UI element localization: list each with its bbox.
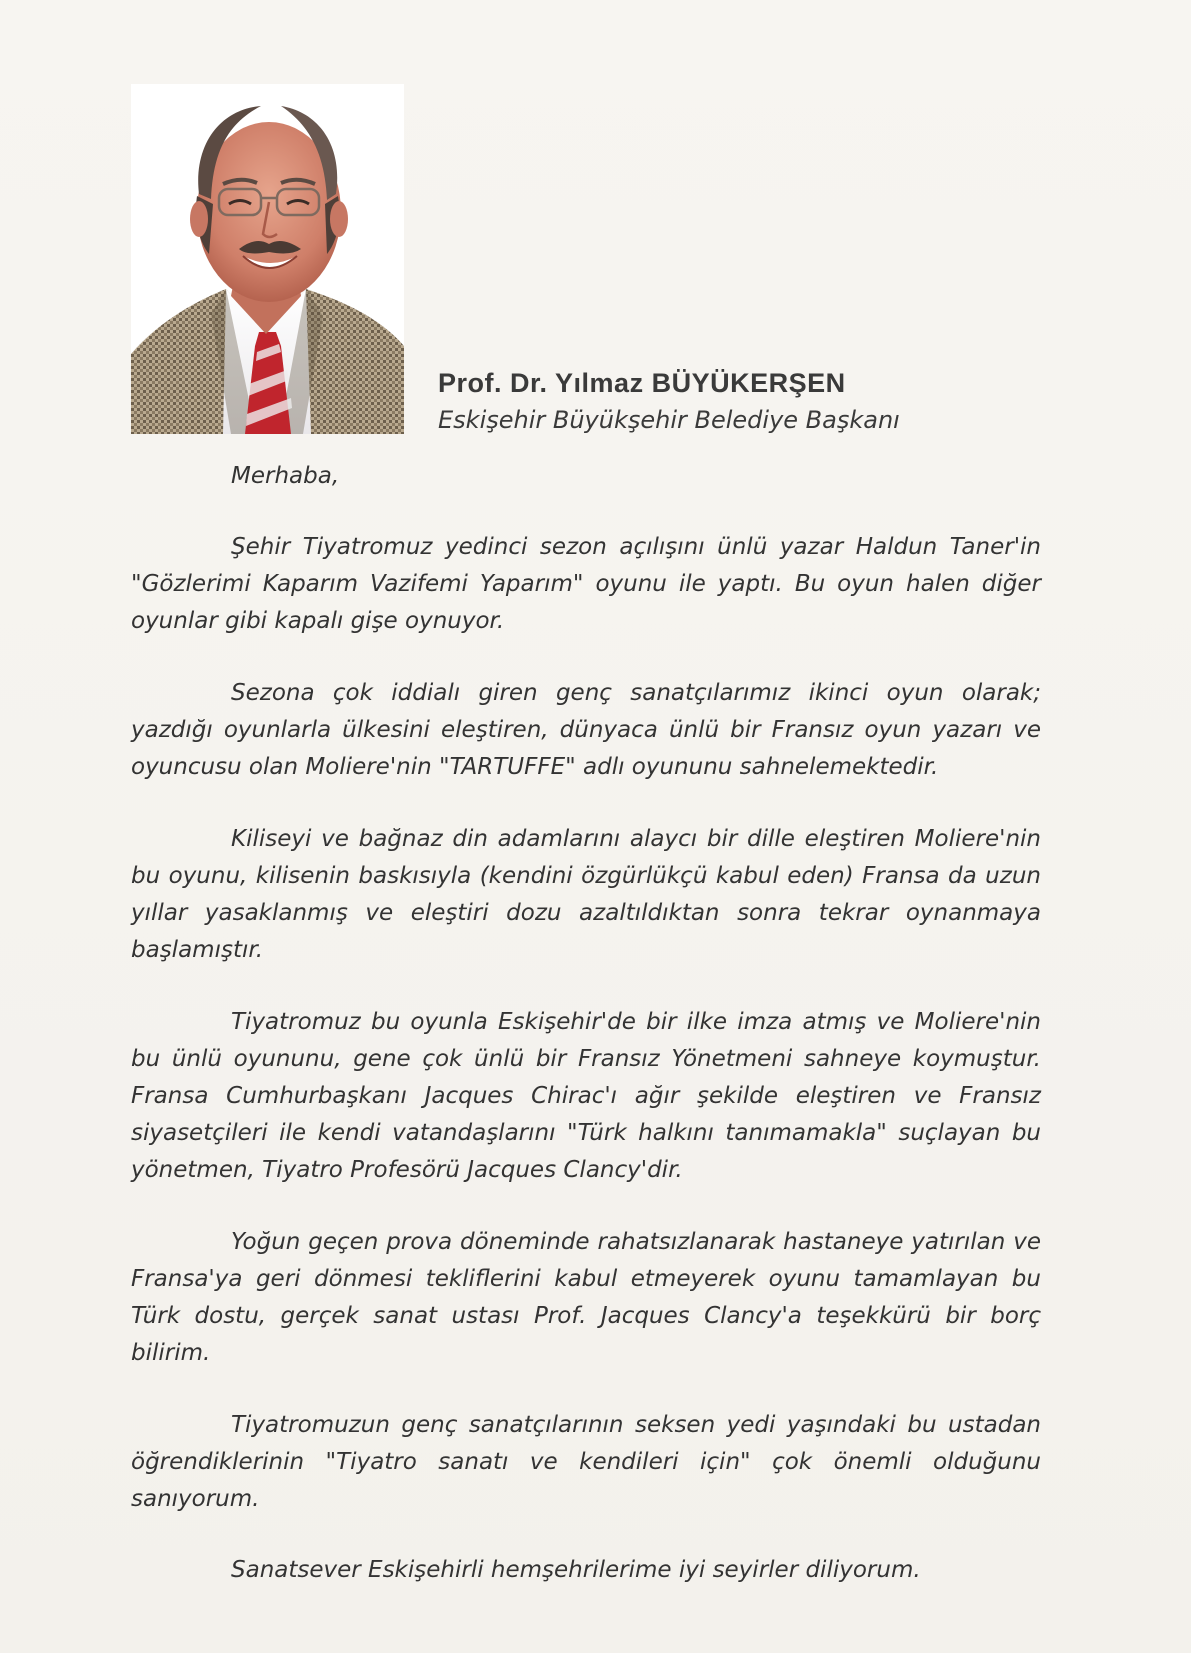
letter-paragraph: Yoğun geçen prova döneminde rahatsızlanarak hastaneye yatırılan ve Fransa'ya geri dönmesi tekliflerini kabul etmeyerek oyunu tamamlayan bu Türk dostu, gerçek sanat ustası Prof. Jacques Clancy'a teşekkürü bir borç bilirim.	[131, 1229, 1041, 1366]
letter-paragraph: Tiyatromuzun genç sanatçılarının seksen yedi yaşındaki bu ustadan öğrendiklerinin "Tiyatro sanatı ve kendileri için" çok önemli olduğunu sanıyorum.	[131, 1412, 1041, 1512]
author-title: Eskişehir Büyükşehir Belediye Başkanı	[438, 406, 900, 434]
letter-paragraph: Kiliseyi ve bağnaz din adamlarını alaycı bir dille eleştiren Moliere'nin bu oyunu, kilisenin baskısıyla (kendini özgürlükçü kabul eden) Fransa da uzun yıllar yasaklanmış ve eleştiri dozu azaltıldıktan sonra tekrar oynanmaya başlamıştır.	[131, 826, 1041, 963]
letter-paragraph: Şehir Tiyatromuz yedinci sezon açılışını ünlü yazar Haldun Taner'in "Gözlerimi Kaparım Vazifemi Yaparım" oyunu ile yaptı. Bu oyun halen diğer oyunlar gibi kapalı gişe oynuyor.	[131, 534, 1041, 634]
author-name: Prof. Dr. Yılmaz BÜYÜKERŞEN	[438, 368, 846, 398]
letter-greeting: Merhaba,	[231, 463, 340, 489]
letter-body	[131, 458, 1041, 1589]
letter-closing: Sanatsever Eskişehirli hemşehrilerime iyi seyirler diliyorum.	[231, 1557, 921, 1583]
author-signature-block	[438, 366, 1158, 436]
author-portrait-photo	[131, 84, 404, 434]
letter-paragraph: Tiyatromuz bu oyunla Eskişehir'de bir ilke imza atmış ve Moliere'nin bu ünlü oyununu, gene çok ünlü bir Fransız Yönetmeni sahneye koymuştur. Fransa Cumhurbaşkanı Jacques Chirac'ı ağır şekilde eleştiren ve Fransız siyasetçileri ile kendi vatandaşlarını "Türk halkını tanımamakla" suçlayan bu yönetmen, Tiyatro Profesörü Jacques Clancy'dir.	[131, 1009, 1041, 1183]
letter-paragraph: Sezona çok iddialı giren genç sanatçılarımız ikinci oyun olarak; yazdığı oyunlarla ülkesini eleştiren, dünyaca ünlü bir Fransız oyun yazarı ve oyuncusu olan Moliere'nin "TARTUFFE" adlı oyununu sahnelemektedir.	[131, 680, 1041, 780]
